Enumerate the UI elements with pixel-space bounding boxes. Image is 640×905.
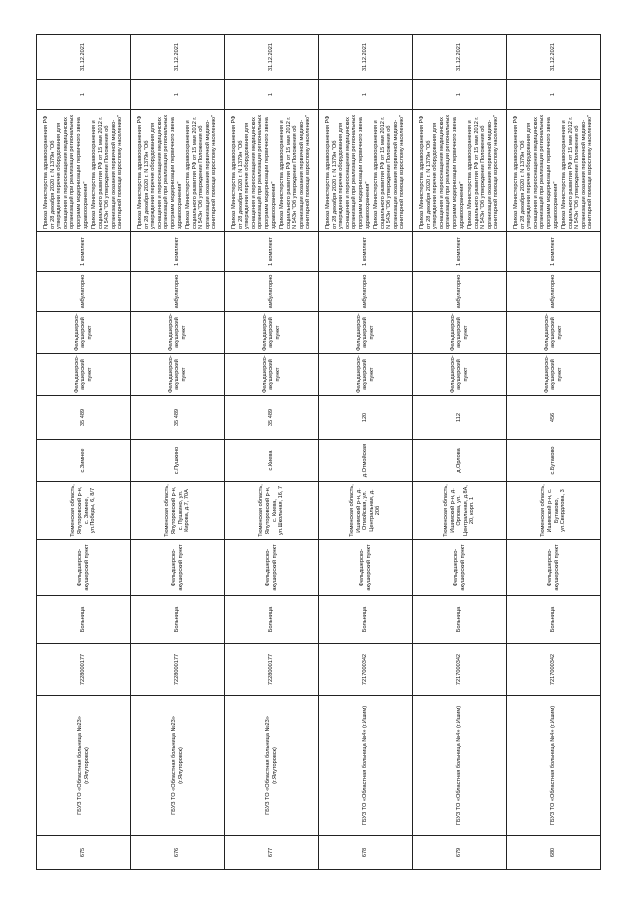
population-code: 456 (507, 396, 601, 440)
due-date: 31.12.2021 (507, 35, 601, 80)
care-conditions: амбулаторно (131, 272, 225, 312)
legal-basis-order-543n: Приказ Министерства здравоохранения и социального развития РФ от 15 мая 2012 г. N 543н "Об утверждении Положения об организации оказания первичной медико-санитарной помощи взрослому населению" (561, 115, 594, 229)
legal-basis (225, 110, 319, 232)
row-number: 676 (131, 836, 225, 870)
legal-basis-order-1379n: Приказ Министерства здравоохранения РФ от 28 декабря 2020 г. N 1379н "Об утверждении перечня оборудования для оснащения и переоснащения медицинских организаций при реализации региональных программ модернизации первичного звена здравоохранения" (512, 114, 559, 229)
organization-name: ГБУЗ ТО «Областная больница №4» (г.Ишим) (413, 696, 507, 836)
table-row (507, 35, 601, 870)
equipment-count: 1 комплект (131, 232, 225, 272)
structural-unit: Фельдшерско-акушерский пункт (319, 540, 413, 596)
equipment-register-table (36, 34, 601, 870)
table-body (37, 35, 601, 870)
legal-basis (413, 110, 507, 232)
settlement: с.Киева (225, 440, 319, 482)
equipment-count: 1 комплект (319, 232, 413, 272)
structural-unit: Фельдшерско-акушерский пункт (413, 540, 507, 596)
organization-type: Больница (131, 596, 225, 644)
legal-basis (131, 110, 225, 232)
unit-address: Тюменская область, Ишимский р-н, д. Орлова, ул. Центральная, д.8А, 20, корп. 1 (413, 482, 507, 540)
organization-type: Больница (413, 596, 507, 644)
row-number: 677 (225, 836, 319, 870)
inn-code: 7217000342 (319, 644, 413, 696)
department-1: Фельдшерско-акушерский пункт (37, 354, 131, 396)
care-conditions: амбулаторно (319, 272, 413, 312)
legal-basis-order-543n: Приказ Министерства здравоохранения и социального развития РФ от 15 мая 2012 г. N 543н "Об утверждении Положения об организации оказания первичной медико-санитарной помощи взрослому населению" (373, 115, 406, 229)
organization-type: Больница (319, 596, 413, 644)
quantity: 1 (507, 80, 601, 110)
table-row (413, 35, 507, 870)
inn-code: 7228000177 (37, 644, 131, 696)
due-date: 31.12.2021 (37, 35, 131, 80)
organization-name: ГБУЗ ТО «Областная больница №23» (г.Ялуторовск) (37, 696, 131, 836)
legal-basis-order-543n: Приказ Министерства здравоохранения и социального развития РФ от 15 мая 2012 г. N 543н "Об утверждении Положения об организации оказания первичной медико-санитарной помощи взрослому населению" (91, 115, 124, 229)
department-1: Фельдшерско-акушерский пункт (131, 354, 225, 396)
equipment-count: 1 комплект (413, 232, 507, 272)
unit-address: Тюменская область, Ялуторовский р-н, с. Пушкино, ул. Кирова, д.7, 70А (131, 482, 225, 540)
inn-code: 7217000342 (507, 644, 601, 696)
department-1: Фельдшерско-акушерский пункт (507, 354, 601, 396)
care-conditions: амбулаторно (507, 272, 601, 312)
inn-code: 7228000177 (131, 644, 225, 696)
row-number: 680 (507, 836, 601, 870)
unit-address: Тюменская область, Ишимский р-н, с. Бутаково, ул.Свердлова, 3 (507, 482, 601, 540)
table-row (37, 35, 131, 870)
inn-code: 7228000177 (225, 644, 319, 696)
legal-basis-order-543n: Приказ Министерства здравоохранения и социального развития РФ от 15 мая 2012 г. N 543н "Об утверждении Положения об организации оказания первичной медико-санитарной помощи взрослому населению" (279, 115, 312, 229)
organization-name: ГБУЗ ТО «Областная больница №4» (г.Ишим) (507, 696, 601, 836)
department-2: Фельдшерско-акушерский пункт (507, 312, 601, 354)
legal-basis-order-1379n: Приказ Министерства здравоохранения РФ от 28 декабря 2020 г. N 1379н "Об утверждении перечня оборудования для оснащения и переоснащения медицинских организаций при реализации региональных программ модернизации первичного звена здравоохранения" (324, 114, 371, 229)
quantity: 1 (413, 80, 507, 110)
settlement: с.Пушкино (131, 440, 225, 482)
population-code: 35 489 (131, 396, 225, 440)
department-2: Фельдшерско-акушерский пункт (131, 312, 225, 354)
table-row (319, 35, 413, 870)
quantity: 1 (131, 80, 225, 110)
inn-code: 7217000342 (413, 644, 507, 696)
organization-name: ГБУЗ ТО «Областная больница №4» (г.Ишим) (319, 696, 413, 836)
row-number: 679 (413, 836, 507, 870)
unit-address: Тюменская область, Ялуторовский р-н, с. Киева, ул.Школьная, 16, 7 (225, 482, 319, 540)
legal-basis-order-543n: Приказ Министерства здравоохранения и социального развития РФ от 15 мая 2012 г. N 543н "Об утверждении Положения об организации оказания первичной медико-санитарной помощи взрослому населению" (467, 115, 500, 229)
legal-basis-order-1379n: Приказ Министерства здравоохранения РФ от 28 декабря 2020 г. N 1379н "Об утверждении перечня оборудования для оснащения и переоснащения медицинских организаций при реализации региональных программ модернизации первичного звена здравоохранения" (136, 114, 183, 229)
unit-address: Тюменская область, Ишимский р-н, д. Отмойская, ул. Центральная, д. 20б (319, 482, 413, 540)
equipment-count: 1 комплект (225, 232, 319, 272)
row-number: 675 (37, 836, 131, 870)
settlement: с.Бутаково (507, 440, 601, 482)
legal-basis-order-1379n: Приказ Министерства здравоохранения РФ от 28 декабря 2020 г. N 1379н "Об утверждении перечня оборудования для оснащения и переоснащения медицинских организаций при реализации региональных программ модернизации первичного звена здравоохранения" (418, 114, 465, 229)
organization-name: ГБУЗ ТО «Областная больница №23» (г.Ялуторовск) (131, 696, 225, 836)
settlement: с.Зимнее (37, 440, 131, 482)
department-2: Фельдшерско-акушерский пункт (413, 312, 507, 354)
due-date: 31.12.2021 (413, 35, 507, 80)
organization-type: Больница (37, 596, 131, 644)
equipment-count: 1 комплект (37, 232, 131, 272)
legal-basis-order-543n: Приказ Министерства здравоохранения и социального развития РФ от 15 мая 2012 г. N 543н "Об утверждении Положения об организации оказания первичной медико-санитарной помощи взрослому населению" (185, 115, 218, 229)
legal-basis (507, 110, 601, 232)
settlement: д.Орлова (413, 440, 507, 482)
quantity: 1 (319, 80, 413, 110)
due-date: 31.12.2021 (131, 35, 225, 80)
population-code: 35 489 (225, 396, 319, 440)
table-row (131, 35, 225, 870)
row-number: 678 (319, 836, 413, 870)
population-code: 35 489 (37, 396, 131, 440)
quantity: 1 (225, 80, 319, 110)
structural-unit: Фельдшерско-акушерский пункт (225, 540, 319, 596)
quantity: 1 (37, 80, 131, 110)
department-2: Фельдшерско-акушерский пункт (225, 312, 319, 354)
legal-basis (319, 110, 413, 232)
legal-basis (37, 110, 131, 232)
department-2: Фельдшерско-акушерский пункт (37, 312, 131, 354)
legal-basis-order-1379n: Приказ Министерства здравоохранения РФ от 28 декабря 2020 г. N 1379н "Об утверждении перечня оборудования для оснащения и переоснащения медицинских организаций при реализации региональных программ модернизации первичного звена здравоохранения" (42, 114, 89, 229)
legal-basis-order-1379n: Приказ Министерства здравоохранения РФ от 28 декабря 2020 г. N 1379н "Об утверждении перечня оборудования для оснащения и переоснащения медицинских организаций при реализации региональных программ модернизации первичного звена здравоохранения" (230, 114, 277, 229)
population-code: 120 (319, 396, 413, 440)
due-date: 31.12.2021 (225, 35, 319, 80)
due-date: 31.12.2021 (319, 35, 413, 80)
care-conditions: амбулаторно (37, 272, 131, 312)
rotated-table-container (36, 35, 601, 870)
organization-type: Больница (225, 596, 319, 644)
population-code: 112 (413, 396, 507, 440)
structural-unit: Фельдшерско-акушерский пункт (507, 540, 601, 596)
care-conditions: амбулаторно (225, 272, 319, 312)
department-2: Фельдшерско-акушерский пункт (319, 312, 413, 354)
structural-unit: Фельдшерско-акушерский пункт (37, 540, 131, 596)
department-1: Фельдшерско-акушерский пункт (413, 354, 507, 396)
settlement: д.Отмойская (319, 440, 413, 482)
structural-unit: Фельдшерско-акушерский пункт (131, 540, 225, 596)
equipment-count: 1 комплект (507, 232, 601, 272)
unit-address: Тюменская область, Ялуторовский р-н, с. Зимнее, ул.Победы, 6, 8/7 (37, 482, 131, 540)
organization-type: Больница (507, 596, 601, 644)
care-conditions: амбулаторно (413, 272, 507, 312)
department-1: Фельдшерско-акушерский пункт (225, 354, 319, 396)
department-1: Фельдшерско-акушерский пункт (319, 354, 413, 396)
table-row (225, 35, 319, 870)
organization-name: ГБУЗ ТО «Областная больница №23» (г.Ялуторовск) (225, 696, 319, 836)
